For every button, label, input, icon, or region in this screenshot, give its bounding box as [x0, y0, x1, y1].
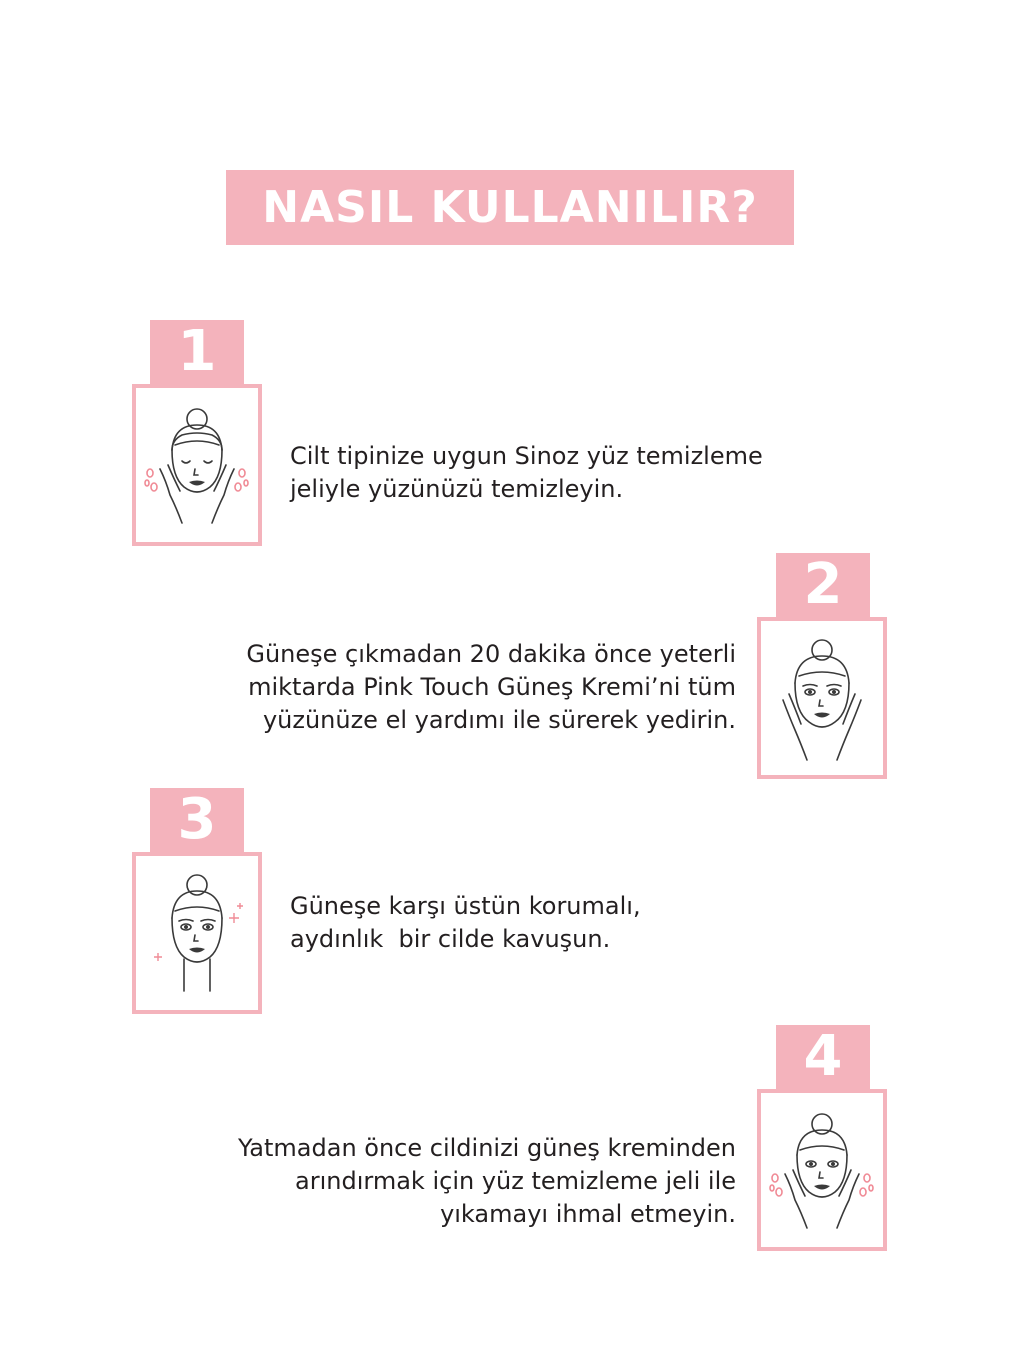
- step-2-line-2: miktarda Pink Touch Güneş Kremi’ni tüm: [248, 673, 736, 701]
- step-1-number: 1: [177, 319, 217, 384]
- face-washing-icon: [767, 1100, 877, 1240]
- step-1-line-1: Cilt tipinize uygun Sinoz yüz temizleme: [290, 442, 763, 470]
- page-title: NASIL KULLANILIR?: [262, 182, 758, 233]
- face-washing-icon: [142, 395, 252, 535]
- step-4-line-2: arındırmak için yüz temizleme jeli ile: [295, 1167, 736, 1195]
- step-3-line-1: Güneşe karşı üstün korumalı,: [290, 892, 641, 920]
- step-3-number-badge: [150, 788, 244, 852]
- step-2-instruction: [200, 638, 736, 737]
- step-2-number: 2: [803, 552, 843, 617]
- step-4-number: 4: [803, 1024, 843, 1089]
- step-3-line-2: aydınlık bir cilde kavuşun.: [290, 925, 611, 953]
- step-2-line-1: Güneşe çıkmadan 20 dakika önce yeterli: [246, 640, 736, 668]
- title-banner: [226, 170, 794, 245]
- step-1-instruction: [290, 440, 810, 506]
- step-1-illustration-frame: [132, 384, 262, 546]
- step-4-line-3: yıkamayı ihmal etmeyin.: [440, 1200, 736, 1228]
- step-3-instruction: [290, 890, 810, 956]
- step-1-number-badge: [150, 320, 244, 384]
- step-3-number: 3: [177, 787, 217, 852]
- step-3-illustration-frame: [132, 852, 262, 1014]
- step-2-illustration-frame: [757, 617, 887, 779]
- face-cream-application-icon: [767, 628, 877, 768]
- step-4-line-1: Yatmadan önce cildinizi güneş kreminden: [237, 1134, 736, 1162]
- step-4-number-badge: [776, 1025, 870, 1089]
- step-2-line-3: yüzünüze el yardımı ile sürerek yedirin.: [262, 706, 736, 734]
- step-4-instruction: [200, 1132, 736, 1231]
- radiant-face-icon: [142, 863, 252, 1003]
- step-2-number-badge: [776, 553, 870, 617]
- step-4-illustration-frame: [757, 1089, 887, 1251]
- step-1-line-2: jeliyle yüzünüzü temizleyin.: [290, 475, 624, 503]
